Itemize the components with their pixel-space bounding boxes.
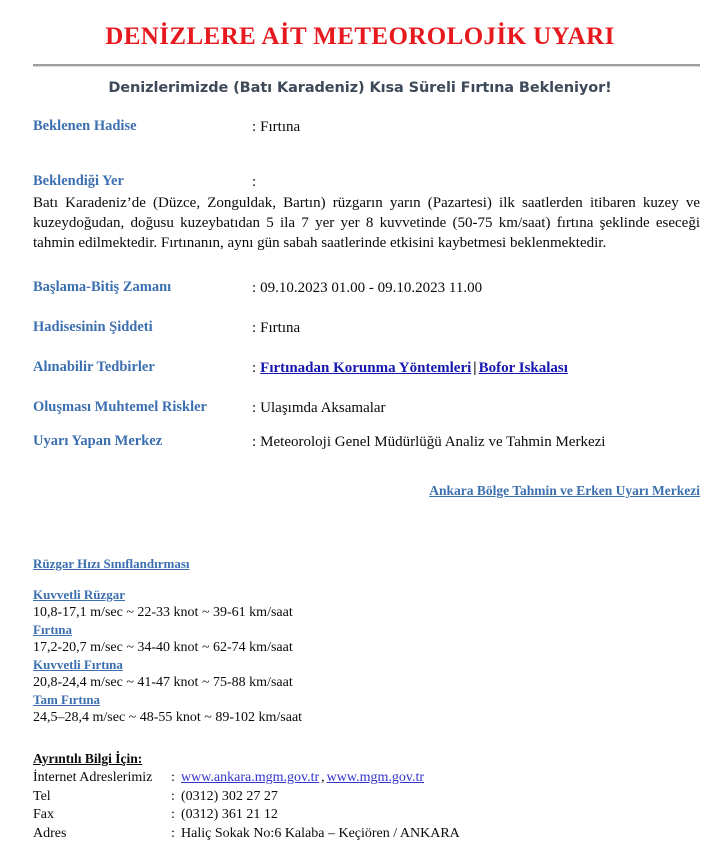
wind-range-strong-storm: 20,8-24,4 m/sec ~ 41-47 knot ~ 75-88 km/saat	[33, 674, 293, 690]
field-row-expected-place	[33, 173, 700, 191]
warning-fields-continued	[0, 279, 720, 451]
possible-risks-text: Ulaşımda Aksamalar	[260, 399, 386, 416]
field-row-start-end-time	[33, 279, 700, 297]
wind-name-storm[interactable]: Fırtına	[33, 621, 72, 637]
spacer	[33, 337, 700, 359]
label-expected-event: Beklenen Hadise	[33, 117, 137, 134]
field-colon: :	[252, 118, 257, 135]
page-title: DENİZLERE AİT METEOROLOJİK UYARI	[105, 23, 615, 50]
field-colon: :	[252, 399, 257, 416]
field-colon: :	[252, 319, 257, 336]
contact-row-address	[33, 825, 700, 843]
value-possible-risks	[252, 399, 700, 417]
contact-value-fax: (0312) 361 21 12	[181, 807, 278, 823]
spacer	[33, 377, 700, 399]
contact-value-address: Haliç Sokak No:6 Kalaba – Keçiören / ANKARA	[181, 825, 460, 841]
label-start-end-time: Başlama-Bitiş Zamanı	[33, 278, 172, 295]
start-end-time-text: 09.10.2023 01.00 - 09.10.2023 11.00	[260, 279, 483, 296]
contact-label-tel: Tel	[33, 788, 51, 804]
label-expected-place: Beklendiği Yer	[33, 172, 124, 189]
label-issuing-center: Uyarı Yapan Merkez	[33, 432, 163, 449]
field-colon: :	[252, 359, 257, 376]
issuing-center-text: Meteoroloji Genel Müdürlüğü Analiz ve Tahmin Merkezi	[260, 433, 606, 450]
wind-range-storm: 17,2-20,7 m/sec ~ 34-40 knot ~ 62-74 km/saat	[33, 639, 293, 655]
link-ankara-regional-center[interactable]: Ankara Bölge Tahmin ve Erken Uyarı Merkezi	[429, 482, 700, 498]
signature-block	[0, 451, 700, 500]
field-colon: :	[252, 279, 257, 296]
wind-classification-heading[interactable]: Rüzgar Hızı Sınıflandırması	[33, 555, 190, 571]
wind-item-strong-wind	[33, 586, 700, 621]
warning-fields	[0, 118, 720, 191]
wind-item-storm	[33, 621, 700, 656]
contact-row-fax	[33, 806, 700, 824]
label-severity: Hadisesinin Şiddeti	[33, 318, 153, 335]
wind-classification-heading-wrap	[33, 555, 700, 586]
contact-label-internet: İnternet Adreslerimiz	[33, 770, 153, 786]
value-severity	[252, 319, 700, 337]
wind-item-full-storm	[33, 691, 700, 726]
contact-row-tel	[33, 788, 700, 806]
contact-colon: :	[171, 788, 175, 804]
field-colon: :	[252, 173, 257, 190]
value-issuing-center	[252, 433, 700, 451]
wind-classification-section	[0, 500, 720, 726]
contact-colon: :	[171, 770, 175, 786]
field-row-possible-risks	[33, 399, 700, 417]
contact-value-internet	[181, 769, 700, 787]
label-precautions: Alınabilir Tedbirler	[33, 358, 155, 375]
value-precautions	[252, 359, 700, 377]
value-expected-place	[252, 173, 700, 191]
contact-heading-wrap	[33, 750, 700, 769]
link-ankara-mgm-website[interactable]: www.ankara.mgm.gov.tr	[181, 770, 320, 786]
field-row-expected-event	[33, 118, 700, 136]
contact-colon: :	[171, 807, 175, 823]
label-possible-risks: Oluşması Muhtemel Riskler	[33, 398, 207, 415]
wind-range-strong-wind: 10,8-17,1 m/sec ~ 22-33 knot ~ 39-61 km/saat	[33, 604, 293, 620]
contact-label-fax: Fax	[33, 807, 54, 823]
field-colon: :	[252, 433, 257, 450]
field-row-issuing-center	[33, 433, 700, 451]
url-separator: ,	[321, 770, 325, 786]
contact-colon: :	[171, 825, 175, 841]
spacer	[33, 417, 700, 433]
title-divider	[33, 64, 700, 67]
spacer	[33, 136, 700, 173]
wind-name-strong-wind[interactable]: Kuvvetli Rüzgar	[33, 586, 126, 602]
link-separator: |	[473, 359, 477, 376]
field-row-precautions	[33, 359, 700, 377]
field-row-severity	[33, 319, 700, 337]
link-beaufort-scale[interactable]: Bofor Iskalası	[478, 359, 568, 376]
link-storm-protection-methods[interactable]: Fırtınadan Korunma Yöntemleri	[260, 359, 472, 376]
wind-name-full-storm[interactable]: Tam Fırtına	[33, 692, 101, 708]
contact-label-address: Adres	[33, 825, 67, 841]
contact-value-tel: (0312) 302 27 27	[181, 788, 278, 804]
expected-place-paragraph: Batı Karadeniz’de (Düzce, Zonguldak, Bartın) rüzgarın yarın (Pazartesi) ilk saatlerden itibaren kuzey ve kuzeydoğudan, doğusu kuzeybatıdan 5 ila 7 yer yer 8 kuvvetinde (50-75 km/saat) fırtına şeklinde eseceği tahmin edilmektedir. Fırtınanın, aynı gün sabah saatlerinde etkisini kaybetmesi beklenmektedir.	[33, 194, 700, 251]
wind-range-full-storm: 24,5–28,4 m/sec ~ 48-55 knot ~ 89-102 km/saat	[33, 710, 303, 726]
page-subtitle: Denizlerimizde (Batı Karadeniz) Kısa Süreli Fırtına Bekleniyor!	[108, 79, 612, 96]
value-expected-event	[252, 118, 700, 136]
contact-row-internet	[33, 769, 700, 787]
severity-text: Fırtına	[260, 319, 301, 336]
contact-heading: Ayrıntılı Bilgi İçin:	[33, 751, 143, 767]
contact-section	[0, 726, 720, 843]
wind-item-strong-storm	[33, 656, 700, 691]
expected-event-text: Fırtına	[260, 118, 301, 135]
spacer	[33, 297, 700, 319]
wind-name-strong-storm[interactable]: Kuvvetli Fırtına	[33, 656, 123, 672]
link-mgm-website[interactable]: www.mgm.gov.tr	[326, 770, 424, 786]
value-start-end-time	[252, 279, 700, 297]
